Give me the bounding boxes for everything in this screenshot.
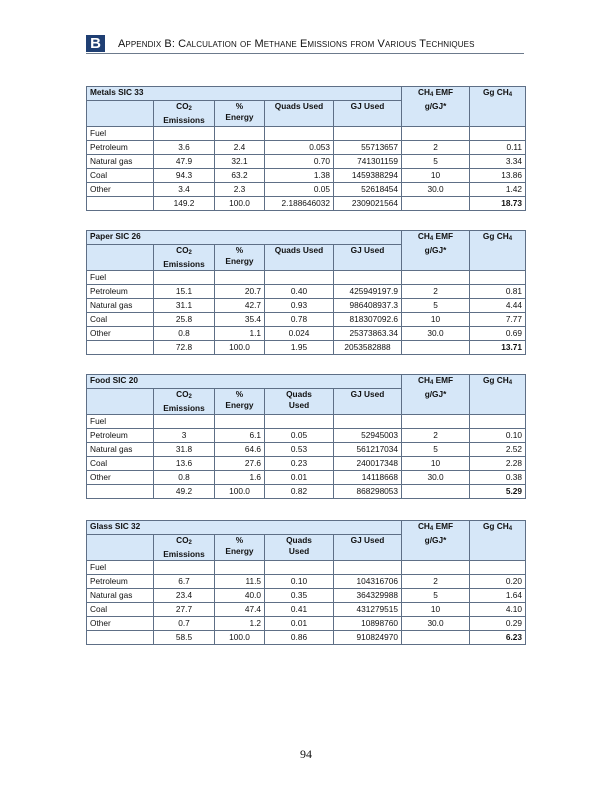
co2-value: 15.1 — [154, 285, 215, 299]
col-co2: $CO_2$ Emissions — [154, 535, 215, 561]
gg-ch4-value: 1.64 — [470, 589, 526, 603]
table-row — [87, 155, 526, 169]
co2-value: 3 — [154, 429, 215, 443]
table-row — [87, 575, 526, 589]
quads-value: 0.35 — [265, 589, 334, 603]
quads-value: 0.01 — [265, 617, 334, 631]
gg-ch4-value: 3.34 — [470, 155, 526, 169]
fuel-name: Petroleum — [87, 575, 154, 589]
table-row — [87, 471, 526, 485]
co2-value: 94.3 — [154, 169, 215, 183]
co2-total: 72.8 — [154, 341, 215, 355]
table-row — [87, 617, 526, 631]
quads-value: 0.53 — [265, 443, 334, 457]
pct-energy-value: 35.4 — [215, 313, 265, 327]
col-gg-ch4: Gg $CH_4$ — [470, 87, 526, 127]
emissions-table — [86, 520, 526, 645]
gg-ch4-total: 6.23 — [470, 631, 526, 645]
col-gg-ch4: Gg $CH_4$ — [470, 375, 526, 415]
emf-value: 2 — [402, 285, 470, 299]
table-row — [87, 603, 526, 617]
emf-value: 5 — [402, 155, 470, 169]
pct-energy-value: 1.1 — [215, 327, 265, 341]
pct-energy-value: 63.2 — [215, 169, 265, 183]
emf-value: 5 — [402, 443, 470, 457]
gg-ch4-value: 0.11 — [470, 141, 526, 155]
quads-value: 0.01 — [265, 471, 334, 485]
pct-energy-total: 100.0 — [215, 631, 265, 645]
gj-value: 741301159 — [334, 155, 402, 169]
co2-value: 47.9 — [154, 155, 215, 169]
table-row — [87, 285, 526, 299]
fuel-name: Natural gas — [87, 589, 154, 603]
quads-value: 0.23 — [265, 457, 334, 471]
gg-ch4-value: 2.52 — [470, 443, 526, 457]
gg-ch4-value: 4.44 — [470, 299, 526, 313]
co2-value: 0.8 — [154, 471, 215, 485]
col-ch4-emf: $CH_4$ EMF g/GJ* — [402, 87, 470, 127]
col-gg-ch4: Gg $CH_4$ — [470, 521, 526, 561]
emf-value: 30.0 — [402, 471, 470, 485]
gj-value: 10898760 — [334, 617, 402, 631]
co2-value: 0.8 — [154, 327, 215, 341]
fuel-name: Coal — [87, 169, 154, 183]
fuel-label-row — [87, 415, 526, 429]
quads-value: 0.93 — [265, 299, 334, 313]
co2-value: 31.8 — [154, 443, 215, 457]
table-row — [87, 429, 526, 443]
co2-value: 13.6 — [154, 457, 215, 471]
table-row — [87, 183, 526, 197]
gg-ch4-value: 4.10 — [470, 603, 526, 617]
gj-total: 910824970 — [334, 631, 402, 645]
fuel-label: Fuel — [87, 561, 154, 575]
table-row — [87, 141, 526, 155]
quads-value: 0.41 — [265, 603, 334, 617]
table-row — [87, 327, 526, 341]
emissions-table — [86, 86, 526, 211]
pct-energy-value: 6.1 — [215, 429, 265, 443]
fuel-name: Natural gas — [87, 299, 154, 313]
co2-value: 23.4 — [154, 589, 215, 603]
gg-ch4-value: 0.29 — [470, 617, 526, 631]
co2-value: 6.7 — [154, 575, 215, 589]
table-row — [87, 443, 526, 457]
col-pct-energy: % Energy — [215, 535, 265, 561]
fuel-label-row — [87, 127, 526, 141]
gj-value: 55713657 — [334, 141, 402, 155]
gg-ch4-value: 1.42 — [470, 183, 526, 197]
quads-value: 0.40 — [265, 285, 334, 299]
gg-ch4-total: 13.71 — [470, 341, 526, 355]
pct-energy-total: 100.0 — [215, 197, 265, 211]
quads-total: 2.188646032 — [265, 197, 334, 211]
page-number: 94 — [300, 747, 312, 761]
total-row — [87, 631, 526, 645]
total-row — [87, 341, 526, 355]
table-row — [87, 457, 526, 471]
col-quads-used: Quads Used — [265, 101, 334, 127]
col-co2: $CO_2$ Emissions — [154, 389, 215, 415]
quads-value: 0.053 — [265, 141, 334, 155]
emissions-table — [86, 230, 526, 355]
table-row — [87, 313, 526, 327]
gj-value: 14118668 — [334, 471, 402, 485]
col-ch4-emf: $CH_4$ EMF g/GJ* — [402, 375, 470, 415]
gg-ch4-value: 2.28 — [470, 457, 526, 471]
emf-value: 2 — [402, 141, 470, 155]
col-fuel-blank — [87, 101, 154, 127]
quads-total: 1.95 — [265, 341, 334, 355]
gj-value: 818307092.6 — [334, 313, 402, 327]
pct-energy-value: 40.0 — [215, 589, 265, 603]
gj-total: 2309021564 — [334, 197, 402, 211]
gj-value: 52945003 — [334, 429, 402, 443]
pct-energy-value: 1.2 — [215, 617, 265, 631]
gj-value: 240017348 — [334, 457, 402, 471]
quads-value: 0.78 — [265, 313, 334, 327]
fuel-label: Fuel — [87, 127, 154, 141]
co2-total: 49.2 — [154, 485, 215, 499]
pct-energy-total: 100.0 — [215, 485, 265, 499]
pct-energy-total: 100.0 — [215, 341, 265, 355]
table-title: Paper SIC 26 — [87, 231, 402, 245]
emf-value: 5 — [402, 589, 470, 603]
emf-value: 10 — [402, 169, 470, 183]
table-title: Food SIC 20 — [87, 375, 402, 389]
fuel-name: Other — [87, 617, 154, 631]
fuel-name: Petroleum — [87, 285, 154, 299]
fuel-name: Petroleum — [87, 141, 154, 155]
fuel-label: Fuel — [87, 271, 154, 285]
co2-value: 27.7 — [154, 603, 215, 617]
quads-value: 0.05 — [265, 183, 334, 197]
emf-total — [402, 485, 470, 499]
quads-value: 1.38 — [265, 169, 334, 183]
table-row — [87, 299, 526, 313]
appendix-header — [86, 35, 524, 54]
quads-total: 0.82 — [265, 485, 334, 499]
gj-value: 52618454 — [334, 183, 402, 197]
col-gj-used: GJ Used — [334, 535, 402, 561]
co2-value: 3.4 — [154, 183, 215, 197]
fuel-name: Coal — [87, 603, 154, 617]
co2-value: 31.1 — [154, 299, 215, 313]
col-fuel-blank — [87, 389, 154, 415]
appendix-title: Appendix B: Calculation of Methane Emissions from Various Techniques — [118, 38, 475, 50]
quads-value: 0.10 — [265, 575, 334, 589]
fuel-name: Other — [87, 183, 154, 197]
gg-ch4-value: 0.81 — [470, 285, 526, 299]
gj-value: 425949197.9 — [334, 285, 402, 299]
fuel-name: Petroleum — [87, 429, 154, 443]
emf-value: 30.0 — [402, 617, 470, 631]
gg-ch4-value: 13.86 — [470, 169, 526, 183]
pct-energy-value: 42.7 — [215, 299, 265, 313]
gj-total: 2053582888 — [334, 341, 402, 355]
col-pct-energy: % Energy — [215, 389, 265, 415]
quads-value: 0.05 — [265, 429, 334, 443]
emf-total — [402, 341, 470, 355]
gg-ch4-value: 0.10 — [470, 429, 526, 443]
gj-total: 868298053 — [334, 485, 402, 499]
fuel-name: Coal — [87, 313, 154, 327]
gg-ch4-value: 0.69 — [470, 327, 526, 341]
fuel-label-row — [87, 271, 526, 285]
emf-value: 10 — [402, 603, 470, 617]
emf-value: 30.0 — [402, 327, 470, 341]
appendix-badge: B — [86, 35, 105, 52]
quads-total: 0.86 — [265, 631, 334, 645]
col-pct-energy: % Energy — [215, 101, 265, 127]
gg-ch4-value: 0.38 — [470, 471, 526, 485]
gj-value: 561217034 — [334, 443, 402, 457]
col-co2: $CO_2$ Emissions — [154, 245, 215, 271]
pct-energy-value: 47.4 — [215, 603, 265, 617]
table-title: Metals SIC 33 — [87, 87, 402, 101]
co2-total: 58.5 — [154, 631, 215, 645]
gj-value: 104316706 — [334, 575, 402, 589]
col-fuel-blank — [87, 245, 154, 271]
gj-value: 364329988 — [334, 589, 402, 603]
pct-energy-value: 27.6 — [215, 457, 265, 471]
co2-value: 25.8 — [154, 313, 215, 327]
fuel-label: Fuel — [87, 415, 154, 429]
col-quads-used: Quads Used — [265, 389, 334, 415]
table-row — [87, 589, 526, 603]
fuel-name: Other — [87, 327, 154, 341]
emf-total — [402, 631, 470, 645]
pct-energy-value: 64.6 — [215, 443, 265, 457]
total-row — [87, 485, 526, 499]
gg-ch4-total: 5.29 — [470, 485, 526, 499]
pct-energy-value: 11.5 — [215, 575, 265, 589]
co2-total: 149.2 — [154, 197, 215, 211]
col-ch4-emf: $CH_4$ EMF g/GJ* — [402, 231, 470, 271]
emf-value: 2 — [402, 429, 470, 443]
pct-energy-value: 2.3 — [215, 183, 265, 197]
emf-value: 30.0 — [402, 183, 470, 197]
col-fuel-blank — [87, 535, 154, 561]
fuel-name: Other — [87, 471, 154, 485]
gj-value: 431279515 — [334, 603, 402, 617]
pct-energy-value: 2.4 — [215, 141, 265, 155]
gj-value: 986408937.3 — [334, 299, 402, 313]
fuel-name: Coal — [87, 457, 154, 471]
quads-value: 0.70 — [265, 155, 334, 169]
table-row — [87, 169, 526, 183]
col-gg-ch4: Gg $CH_4$ — [470, 231, 526, 271]
col-co2: $CO_2$ Emissions — [154, 101, 215, 127]
fuel-name: Natural gas — [87, 443, 154, 457]
emf-value: 10 — [402, 313, 470, 327]
gg-ch4-value: 0.20 — [470, 575, 526, 589]
total-row — [87, 197, 526, 211]
col-ch4-emf: $CH_4$ EMF g/GJ* — [402, 521, 470, 561]
pct-energy-value: 32.1 — [215, 155, 265, 169]
co2-value: 3.6 — [154, 141, 215, 155]
emf-total — [402, 197, 470, 211]
col-gj-used: GJ Used — [334, 101, 402, 127]
emf-value: 2 — [402, 575, 470, 589]
pct-energy-value: 20.7 — [215, 285, 265, 299]
co2-value: 0.7 — [154, 617, 215, 631]
emissions-table — [86, 374, 526, 499]
col-quads-used: Quads Used — [265, 535, 334, 561]
col-quads-used: Quads Used — [265, 245, 334, 271]
gg-ch4-total: 18.73 — [470, 197, 526, 211]
pct-energy-value: 1.6 — [215, 471, 265, 485]
quads-value: 0.024 — [265, 327, 334, 341]
col-pct-energy: % Energy — [215, 245, 265, 271]
table-title: Glass SIC 32 — [87, 521, 402, 535]
gj-value: 1459388294 — [334, 169, 402, 183]
fuel-label-row — [87, 561, 526, 575]
gj-value: 25373863.34 — [334, 327, 402, 341]
emf-value: 10 — [402, 457, 470, 471]
fuel-name: Natural gas — [87, 155, 154, 169]
emf-value: 5 — [402, 299, 470, 313]
col-gj-used: GJ Used — [334, 389, 402, 415]
gg-ch4-value: 7.77 — [470, 313, 526, 327]
col-gj-used: GJ Used — [334, 245, 402, 271]
